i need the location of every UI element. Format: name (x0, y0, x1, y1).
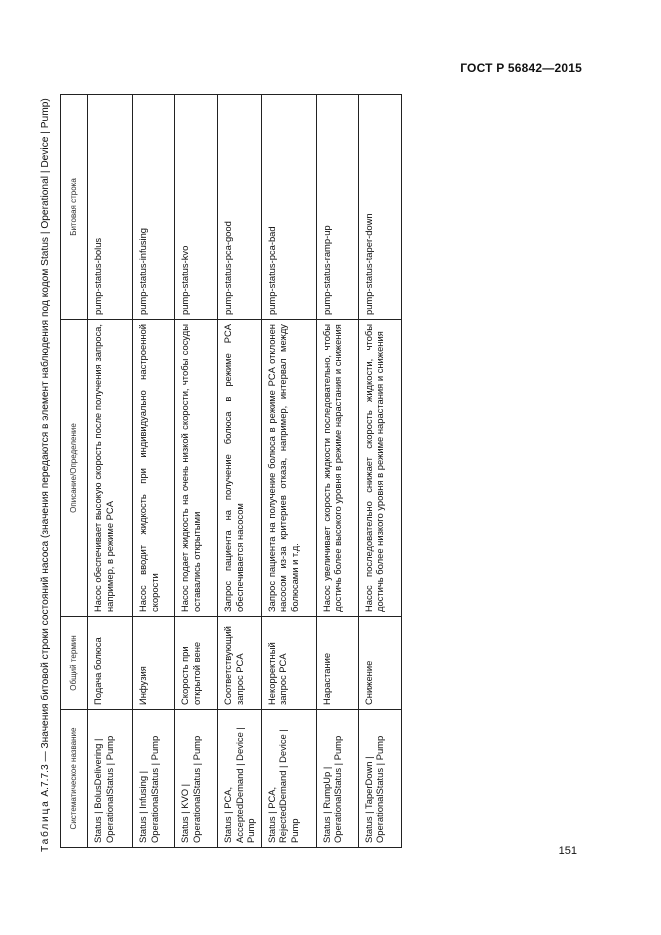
bit-string-cell: pump-status-infusing (133, 95, 175, 320)
systematic-name-cell: Status | PCA, RejectedDemand | Device | Pump (261, 710, 316, 848)
header-systematic-name: Систематическое название (61, 710, 88, 848)
common-term-cell: Снижение (358, 617, 401, 710)
table-row (88, 95, 133, 848)
table-row (175, 95, 218, 848)
header-common-term: Общий термин (61, 617, 88, 710)
description-cell: Запрос пациента на получение болюса в режиме PCA обеспечивается насосом (218, 320, 262, 617)
header-description: Описание/Определение (61, 320, 88, 617)
table-row (261, 95, 316, 848)
common-term-cell: Инфузия (133, 617, 175, 710)
rotated-table-block (38, 90, 413, 852)
systematic-name-cell: Status | BolusDelivering | OperationalStatus | Pump (88, 710, 133, 848)
table-row (218, 95, 262, 848)
description-cell: Насос вводит жидкость при индивидуально настроенной скорости (133, 320, 175, 617)
table-row (133, 95, 175, 848)
table-caption (38, 90, 60, 852)
standard-number: ГОСТ Р 56842—2015 (460, 61, 582, 75)
pump-status-table (60, 94, 402, 848)
bit-string-cell: pump-status-ramp-up (316, 95, 358, 320)
systematic-name-cell: Status | KVO | OperationalStatus | Pump (175, 710, 218, 848)
caption-prefix: Таблица (40, 799, 51, 852)
bit-string-cell: pump-status-pca-good (218, 95, 262, 320)
common-term-cell: Нарастание (316, 617, 358, 710)
bit-string-cell: pump-status-pca-bad (261, 95, 316, 320)
description-cell: Насос последовательно снижает скорость жидкости, чтобы достичь более низкого уровня в режиме нарастания и снижения (358, 320, 401, 617)
description-cell: Насос обеспечивает высокую скорость после получения запроса, например, в режиме PCA (88, 320, 133, 617)
table-row (316, 95, 358, 848)
common-term-cell: Скорость при открытой вене (175, 617, 218, 710)
table-row (358, 95, 401, 848)
systematic-name-cell: Status | TaperDown | OperationalStatus | Pump (358, 710, 401, 848)
systematic-name-cell: Status | Infusing | OperationalStatus | Pump (133, 710, 175, 848)
bit-string-cell: pump-status-taper-down (358, 95, 401, 320)
caption-text: А.7.7.3 — Значения битовой строки состояний насоса (значения передаются в элемент наблюдения под кодом Status | Operational | Device | Pump) (40, 98, 51, 800)
common-term-cell: Соответствующий запрос PCA (218, 617, 262, 710)
common-term-cell: Некорректный запрос PCA (261, 617, 316, 710)
systematic-name-cell: Status | PCA, AcceptedDemand | Device | Pump (218, 710, 262, 848)
description-cell: Насос увеличивает скорость жидкости последовательно, чтобы достичь более высокого уровня в режиме нарастания и снижения (316, 320, 358, 617)
page-number: 151 (558, 845, 577, 857)
common-term-cell: Подача болюса (88, 617, 133, 710)
description-cell: Запрос пациента на получение болюса в режиме PCA отклонен насосом из-за критериев отказа, например, интервал между болюсами и т.д. (261, 320, 316, 617)
bit-string-cell: pump-status-kvo (175, 95, 218, 320)
table-header-row (61, 95, 88, 848)
description-cell: Насос подает жидкость на очень низкой скорости, чтобы сосуды оставались открытыми (175, 320, 218, 617)
systematic-name-cell: Status | RumpUp | OperationalStatus | Pump (316, 710, 358, 848)
header-bit-string: Битовая строка (61, 95, 88, 320)
bit-string-cell: pump-status-bolus (88, 95, 133, 320)
